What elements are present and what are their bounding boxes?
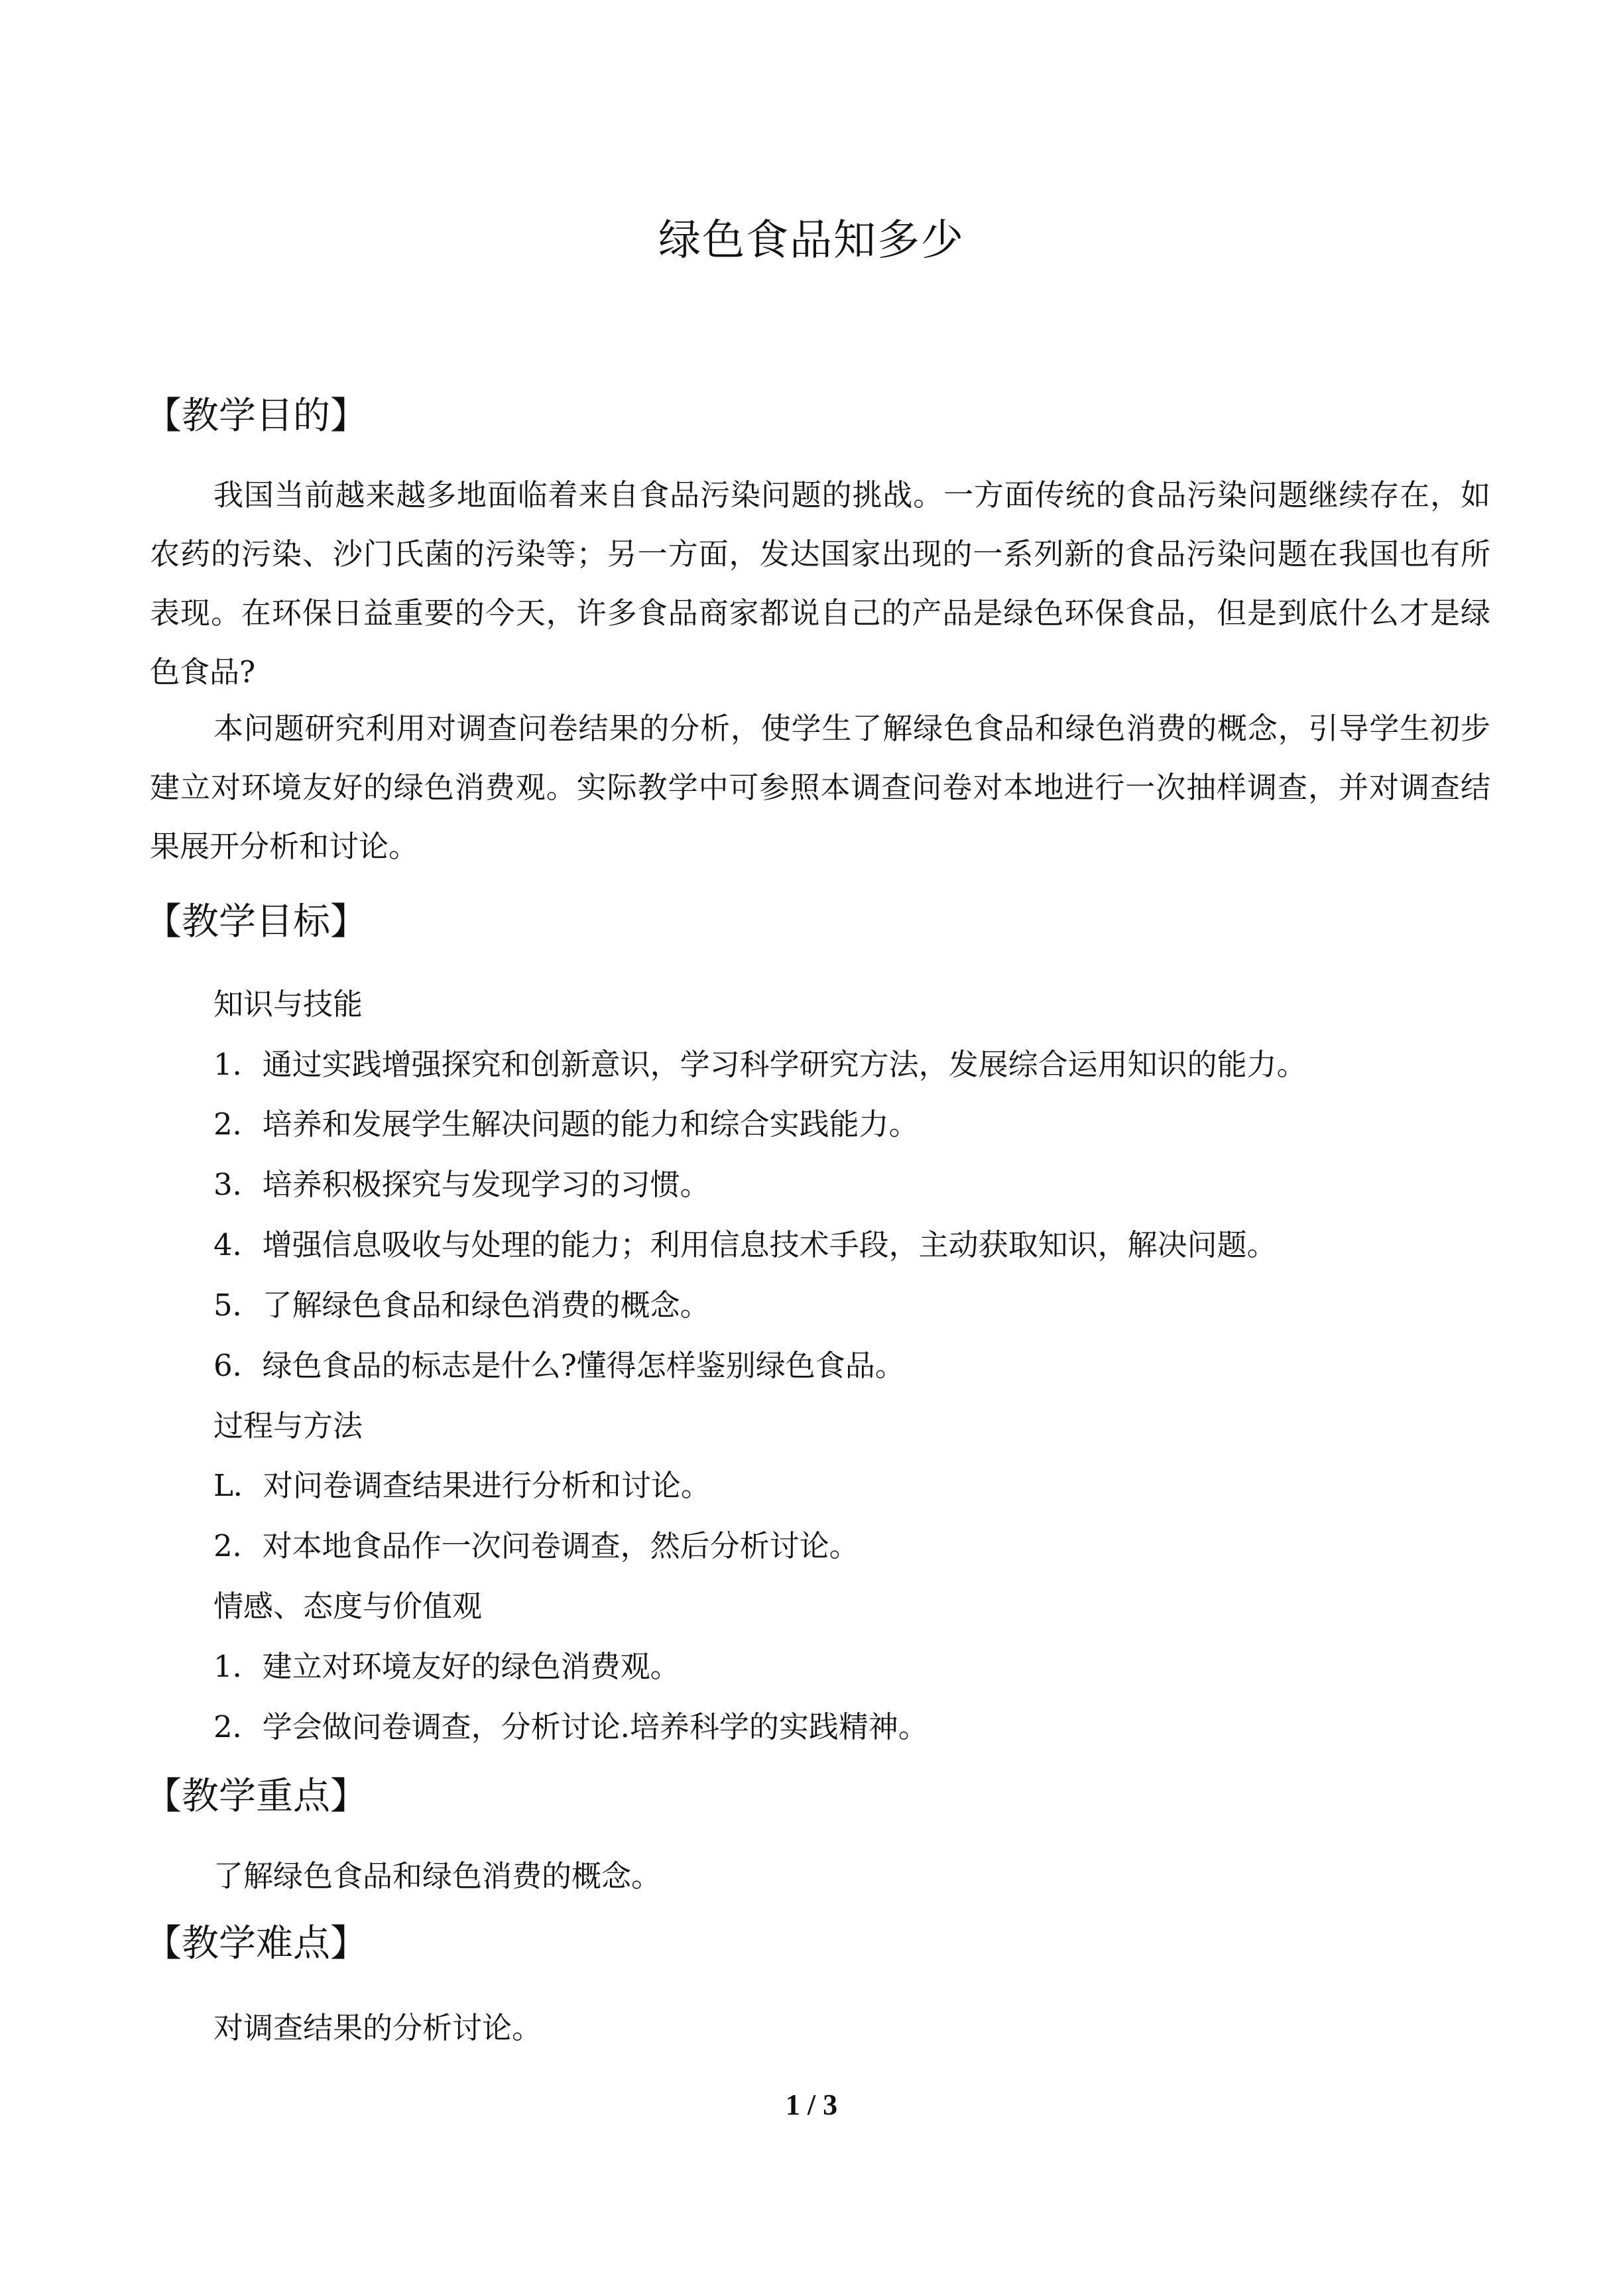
list-item: 2．对本地食品作一次问卷调查，然后分析讨论。 [213,1528,859,1563]
page-number: 1 / 3 [785,2088,838,2121]
list-item: 6．绿色食品的标志是什么?懂得怎样鉴别绿色食品。 [213,1348,905,1383]
subheading-process-methods: 过程与方法 [213,1408,363,1443]
paragraph-purpose-1: 我国当前越来越多地面临着来自食品污染问题的挑战。一方面传统的食品污染问题继续存在，如农药的污染、沙门氏菌的污染等；另一方面，发达国家出现的一系列新的食品污染问题在我国也有所表现。在环保日益重要的今天，许多食品商家都说自己的产品是绿色环保食品，但是到底什么才是绿色食品? [150,477,1490,690]
difficulties-text: 对调查结果的分析讨论。 [213,2010,542,2045]
list-item: 4．增强信息吸收与处理的能力；利用信息技术手段，主动获取知识，解决问题。 [213,1227,1277,1262]
paragraph-purpose-2: 本问题研究利用对调查问卷结果的分析，使学生了解绿色食品和绿色消费的概念，引导学生初步建立对环境友好的绿色消费观。实际教学中可参照本调查问卷对本地进行一次抽样调查，并对调查结果展开分析和讨论。 [150,711,1490,864]
subheading-attitude-values: 情感、态度与价值观 [213,1589,483,1624]
section-heading-difficulties: 【教学难点】 [145,1922,367,1965]
section-heading-objectives: 【教学目标】 [145,900,367,943]
section-heading-key-points: 【教学重点】 [145,1775,367,1818]
document-title: 绿色食品知多少 [658,216,965,265]
list-item: 2．培养和发展学生解决问题的能力和综合实践能力。 [213,1107,919,1142]
key-points-text: 了解绿色食品和绿色消费的概念。 [213,1858,662,1894]
list-item: 5．了解绿色食品和绿色消费的概念。 [213,1288,710,1323]
list-item: 3．培养积极探究与发现学习的习惯。 [213,1167,710,1202]
list-item: 1．建立对环境友好的绿色消费观。 [213,1649,680,1684]
list-item: 1．通过实践增强探究和创新意识，学习科学研究方法，发展综合运用知识的能力。 [213,1047,1307,1082]
list-item: L．对问卷调查结果进行分析和讨论。 [213,1468,711,1503]
list-item: 2．学会做问卷调查，分析讨论.培养科学的实践精神。 [213,1709,928,1744]
subheading-knowledge-skills: 知识与技能 [213,987,363,1022]
section-heading-purpose: 【教学目的】 [145,394,367,438]
